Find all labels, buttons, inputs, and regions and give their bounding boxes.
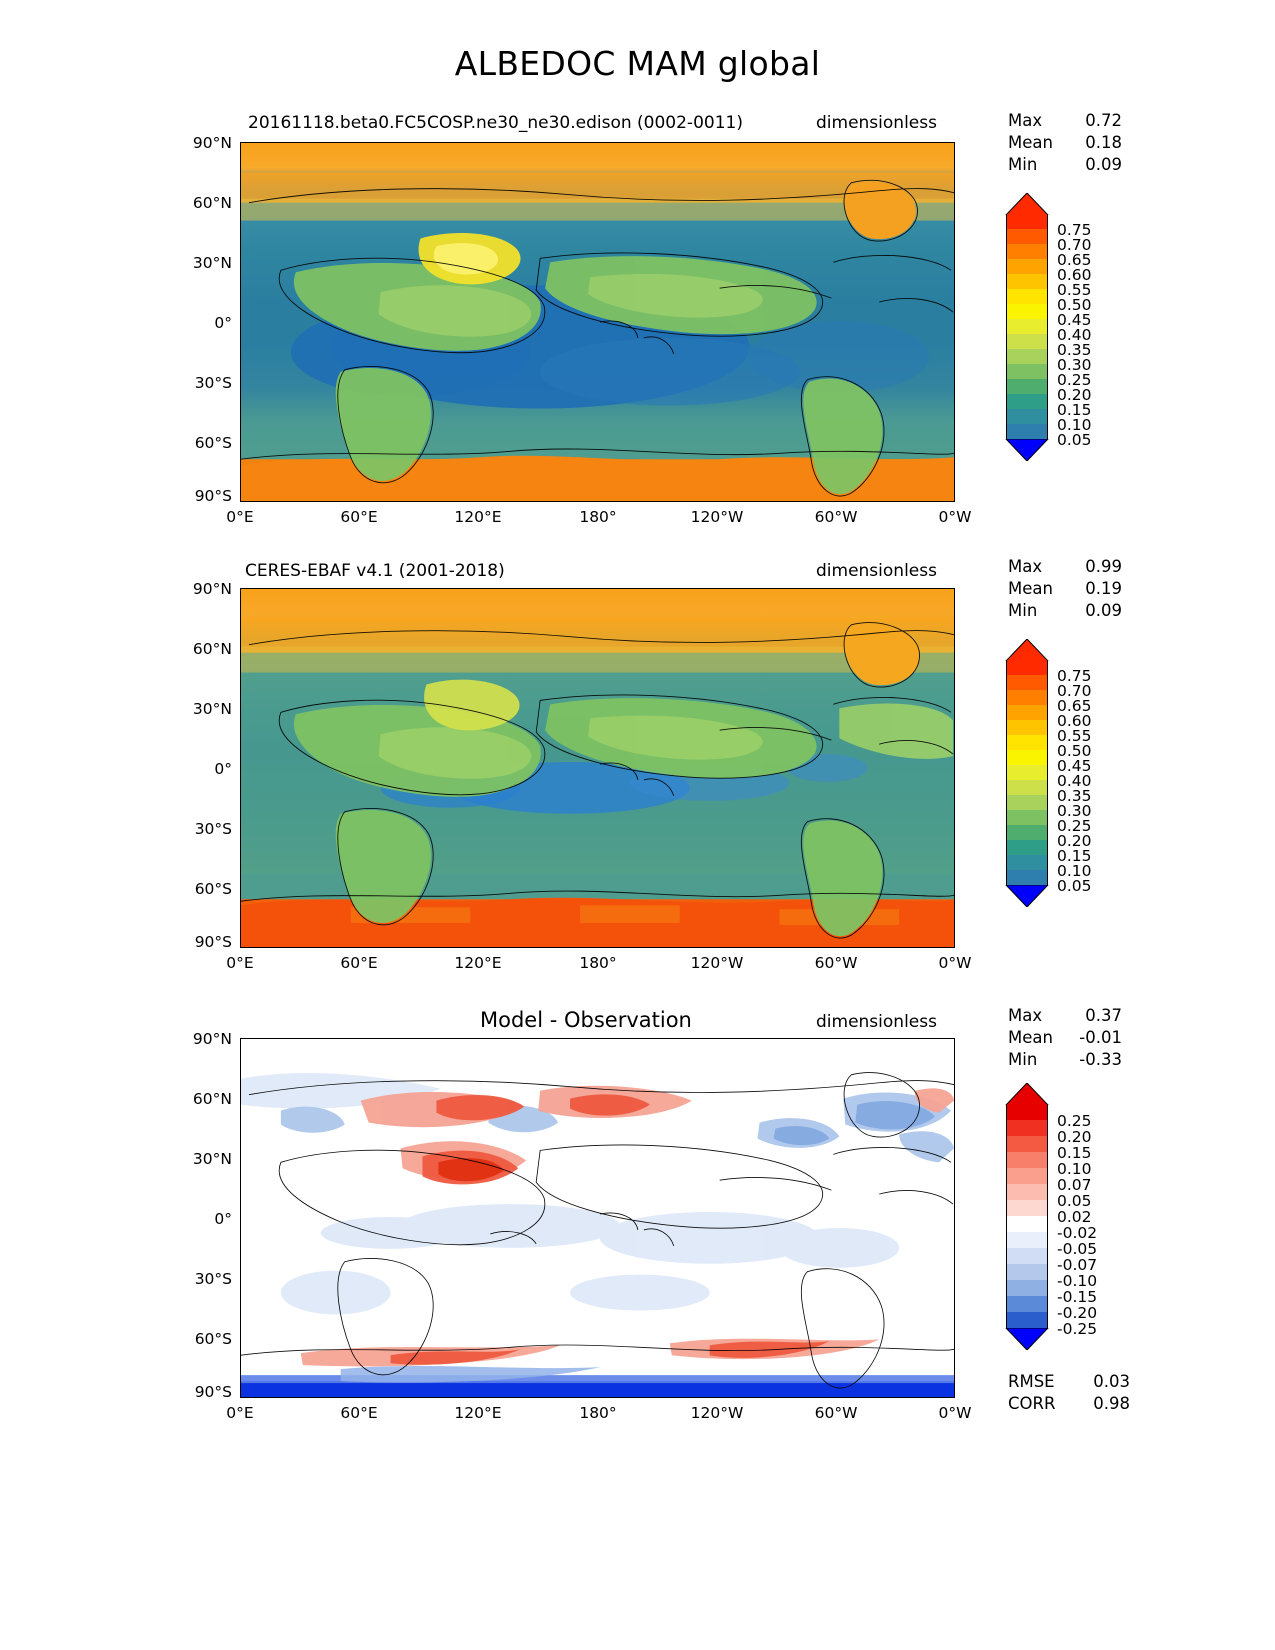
colorbar-obs-tick-14: 0.05 [1057, 877, 1092, 895]
map-units-diff: dimensionless [816, 1012, 937, 1032]
stat-value: 0.09 [1085, 601, 1122, 620]
stat-label: Min [1008, 601, 1038, 620]
stat-obs-max [1008, 557, 1122, 576]
xlabel-diff-0: 0°E [226, 1404, 254, 1422]
colorbar-obs-tick-2: 0.65 [1057, 697, 1092, 715]
xlabel-model-2: 120°E [454, 508, 502, 526]
ylabel-diff-0: 90°N [192, 1030, 232, 1048]
ylabel-model-5: 60°S [194, 434, 232, 452]
colorbar-model-tick-14: 0.05 [1057, 431, 1092, 449]
xlabel-model-1: 60°E [340, 508, 378, 526]
colorbar-obs-tick-11: 0.20 [1057, 832, 1092, 850]
stat-value: -0.01 [1079, 1028, 1122, 1047]
xlabel-obs-2: 120°E [454, 954, 502, 972]
stat-label: Max [1008, 111, 1043, 130]
colorbar-obs-tick-3: 0.60 [1057, 712, 1092, 730]
stat-label: CORR [1008, 1394, 1056, 1413]
stat-value: 0.72 [1085, 111, 1122, 130]
xlabel-obs-0: 0°E [226, 954, 254, 972]
stat-label: Mean [1008, 579, 1053, 598]
stat-obs-mean [1008, 579, 1122, 598]
colorbar-observation-body [1006, 660, 1048, 885]
colorbar-obs-tick-5: 0.50 [1057, 742, 1092, 760]
map-title-obs: CERES-EBAF v4.1 (2001-2018) [245, 561, 505, 581]
map-units-obs: dimensionless [816, 561, 937, 581]
ylabel-obs-3: 0° [214, 760, 232, 778]
colorbar-model-tick-5: 0.50 [1057, 296, 1092, 314]
xlabel-model-4: 120°W [690, 508, 744, 526]
colorbar-difference [1005, 1083, 1145, 1373]
xlabel-diff-1: 60°E [340, 1404, 378, 1422]
colorbar-obs-tick-9: 0.30 [1057, 802, 1092, 820]
ylabel-diff-5: 60°S [194, 1330, 232, 1348]
colorbar-diff-tick-1: 0.20 [1057, 1128, 1092, 1146]
colorbar-model-tick-12: 0.15 [1057, 401, 1092, 419]
ylabel-diff-2: 30°N [192, 1150, 232, 1168]
colorbar-model-body [1006, 214, 1048, 439]
colorbar-diff-tick-13: -0.25 [1057, 1320, 1098, 1338]
ylabel-model-3: 0° [214, 314, 232, 332]
colorbar-observation [1005, 639, 1145, 929]
ylabel-obs-4: 30°S [194, 820, 232, 838]
xlabel-obs-1: 60°E [340, 954, 378, 972]
map-observation-raster [241, 589, 954, 947]
stat-model-min [1008, 155, 1122, 174]
page-title: ALBEDOC MAM global [454, 44, 821, 83]
ylabel-diff-6: 90°S [194, 1383, 232, 1401]
ylabel-obs-6: 90°S [194, 933, 232, 951]
map-units-model: dimensionless [816, 113, 937, 133]
colorbar-model-tick-3: 0.60 [1057, 266, 1092, 284]
ylabel-model-2: 30°N [192, 254, 232, 272]
stat-model-mean [1008, 133, 1122, 152]
colorbar-arrow-up-icon [1005, 193, 1049, 215]
colorbar-difference-body [1006, 1104, 1048, 1328]
stat-value: 0.98 [1093, 1394, 1130, 1413]
colorbar-obs-tick-12: 0.15 [1057, 847, 1092, 865]
stat-value: 0.37 [1085, 1006, 1122, 1025]
xlabel-obs-5: 60°W [814, 954, 858, 972]
stat-label: Mean [1008, 133, 1053, 152]
xlabel-model-6: 0°W [938, 508, 972, 526]
xlabel-model-5: 60°W [814, 508, 858, 526]
colorbar-model-tick-1: 0.70 [1057, 236, 1092, 254]
colorbar-obs-tick-6: 0.45 [1057, 757, 1092, 775]
colorbar-arrow-down-icon [1005, 439, 1049, 461]
ylabel-obs-2: 30°N [192, 700, 232, 718]
stat-label: Max [1008, 557, 1043, 576]
stat-diff-min [1008, 1050, 1122, 1069]
colorbar-diff-tick-2: 0.15 [1057, 1144, 1092, 1162]
colorbar-arrow-up-icon [1005, 1083, 1049, 1105]
colorbar-diff-tick-4: 0.07 [1057, 1176, 1092, 1194]
map-difference[interactable] [240, 1038, 955, 1398]
stat-corr [1008, 1394, 1130, 1413]
colorbar-model-tick-4: 0.55 [1057, 281, 1092, 299]
map-difference-raster [241, 1039, 954, 1397]
colorbar-obs-tick-10: 0.25 [1057, 817, 1092, 835]
colorbar-model-tick-11: 0.20 [1057, 386, 1092, 404]
colorbar-model-tick-9: 0.30 [1057, 356, 1092, 374]
map-title-model: 20161118.beta0.FC5COSP.ne30_ne30.edison (0002-0011) [248, 113, 743, 133]
colorbar-diff-tick-11: -0.15 [1057, 1288, 1098, 1306]
stat-value: 0.19 [1085, 579, 1122, 598]
xlabel-model-0: 0°E [226, 508, 254, 526]
ylabel-model-4: 30°S [194, 374, 232, 392]
ylabel-diff-4: 30°S [194, 1270, 232, 1288]
ylabel-obs-5: 60°S [194, 880, 232, 898]
ylabel-model-0: 90°N [192, 134, 232, 152]
stat-obs-min [1008, 601, 1122, 620]
stat-value: 0.03 [1093, 1372, 1130, 1391]
stat-value: 0.18 [1085, 133, 1122, 152]
colorbar-diff-tick-8: -0.05 [1057, 1240, 1098, 1258]
colorbar-diff-tick-9: -0.07 [1057, 1256, 1098, 1274]
colorbar-obs-tick-13: 0.10 [1057, 862, 1092, 880]
colorbar-obs-tick-1: 0.70 [1057, 682, 1092, 700]
colorbar-obs-tick-8: 0.35 [1057, 787, 1092, 805]
xlabel-diff-6: 0°W [938, 1404, 972, 1422]
colorbar-diff-tick-3: 0.10 [1057, 1160, 1092, 1178]
xlabel-obs-4: 120°W [690, 954, 744, 972]
colorbar-model-tick-10: 0.25 [1057, 371, 1092, 389]
colorbar-diff-tick-5: 0.05 [1057, 1192, 1092, 1210]
colorbar-model-tick-0: 0.75 [1057, 221, 1092, 239]
stat-label: Min [1008, 155, 1038, 174]
stat-value: 0.09 [1085, 155, 1122, 174]
ylabel-diff-3: 0° [214, 1210, 232, 1228]
xlabel-diff-3: 180° [579, 1404, 617, 1422]
colorbar-obs-tick-4: 0.55 [1057, 727, 1092, 745]
stat-value: -0.33 [1079, 1050, 1122, 1069]
xlabel-obs-3: 180° [579, 954, 617, 972]
colorbar-model-tick-7: 0.40 [1057, 326, 1092, 344]
stat-rmse [1008, 1372, 1130, 1391]
colorbar-model-tick-8: 0.35 [1057, 341, 1092, 359]
xlabel-obs-6: 0°W [938, 954, 972, 972]
colorbar-model [1005, 193, 1145, 483]
colorbar-diff-tick-6: 0.02 [1057, 1208, 1092, 1226]
stat-label: Mean [1008, 1028, 1053, 1047]
stat-diff-mean [1008, 1028, 1122, 1047]
ylabel-obs-1: 60°N [192, 640, 232, 658]
colorbar-model-tick-2: 0.65 [1057, 251, 1092, 269]
ylabel-diff-1: 60°N [192, 1090, 232, 1108]
xlabel-diff-5: 60°W [814, 1404, 858, 1422]
colorbar-model-tick-6: 0.45 [1057, 311, 1092, 329]
colorbar-model-tick-13: 0.10 [1057, 416, 1092, 434]
xlabel-model-3: 180° [579, 508, 617, 526]
map-model[interactable] [240, 142, 955, 502]
stat-diff-max [1008, 1006, 1122, 1025]
stat-label: Min [1008, 1050, 1038, 1069]
map-title-diff: Model - Observation [480, 1008, 692, 1032]
stat-value: 0.99 [1085, 557, 1122, 576]
stat-label: Max [1008, 1006, 1043, 1025]
ylabel-model-1: 60°N [192, 194, 232, 212]
colorbar-arrow-down-icon [1005, 885, 1049, 907]
colorbar-diff-tick-7: -0.02 [1057, 1224, 1098, 1242]
stat-label: RMSE [1008, 1372, 1055, 1391]
xlabel-diff-4: 120°W [690, 1404, 744, 1422]
stat-model-max [1008, 111, 1122, 130]
map-model-raster [241, 143, 954, 501]
map-observation[interactable] [240, 588, 955, 948]
colorbar-arrow-down-icon [1005, 1328, 1049, 1350]
ylabel-model-6: 90°S [194, 487, 232, 505]
colorbar-obs-tick-7: 0.40 [1057, 772, 1092, 790]
colorbar-obs-tick-0: 0.75 [1057, 667, 1092, 685]
colorbar-diff-tick-10: -0.10 [1057, 1272, 1098, 1290]
colorbar-diff-tick-0: 0.25 [1057, 1112, 1092, 1130]
ylabel-obs-0: 90°N [192, 580, 232, 598]
colorbar-arrow-up-icon [1005, 639, 1049, 661]
xlabel-diff-2: 120°E [454, 1404, 502, 1422]
colorbar-diff-tick-12: -0.20 [1057, 1304, 1098, 1322]
